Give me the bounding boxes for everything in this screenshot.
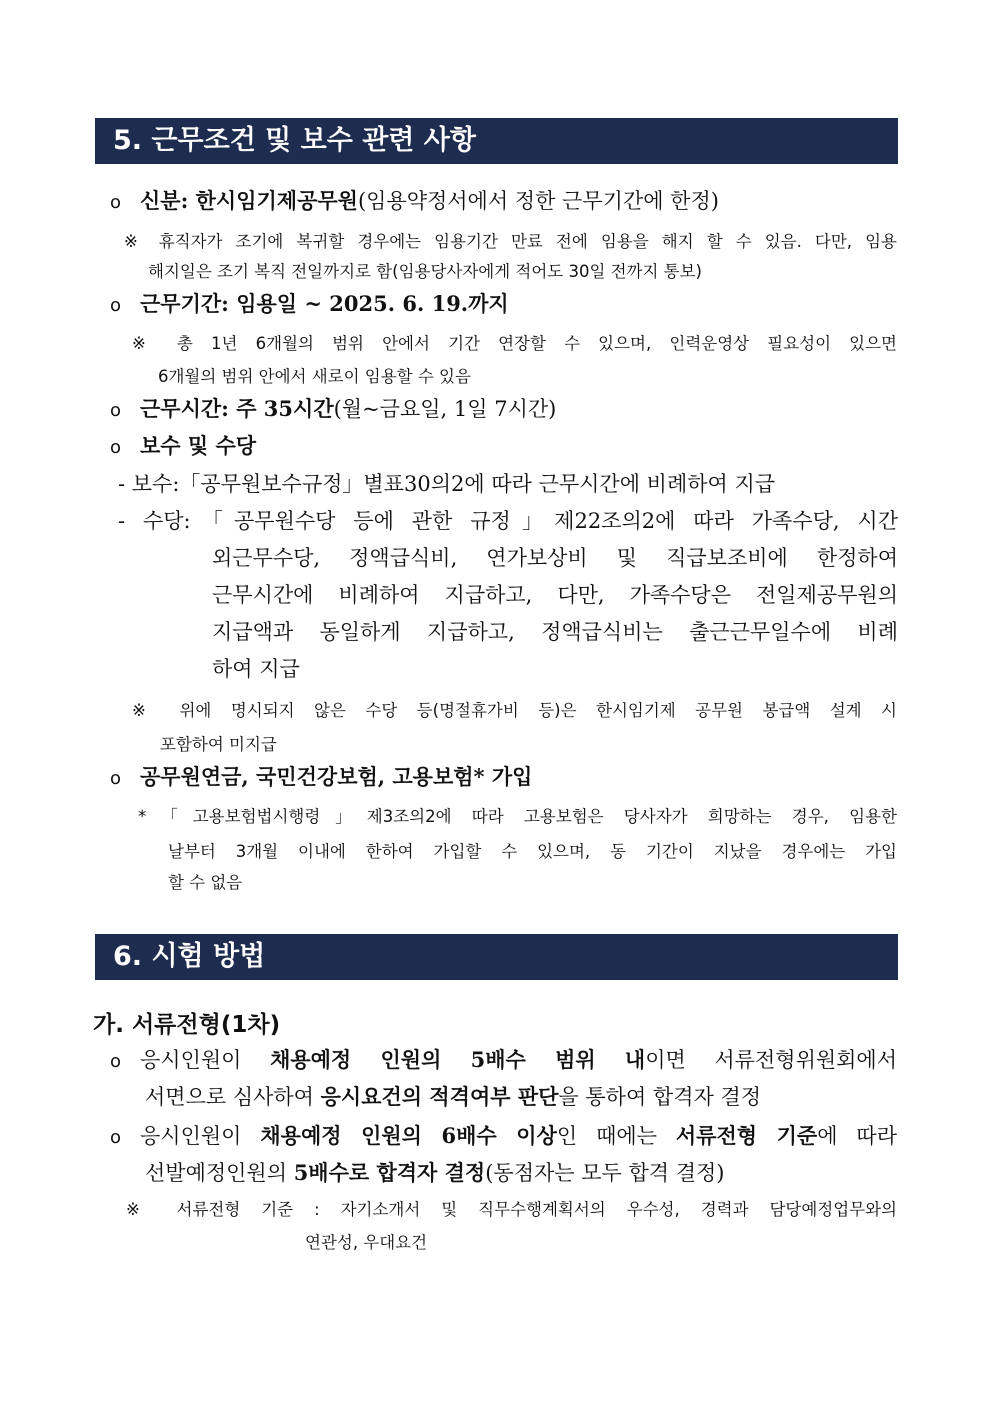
section-5-header — [95, 118, 898, 164]
bullet-hours — [110, 393, 556, 423]
text: 인 때에는 — [556, 1124, 676, 1148]
emphasis: 채용예정 인원의 5배수 범위 내 — [270, 1047, 646, 1072]
emphasis: 서류전형 기준 — [675, 1123, 818, 1148]
bullet-pay — [110, 430, 256, 460]
note-2-line-1: ※ 총 1년 6개월의 범위 안에서 기간 연장할 수 있으며, 인력운영상 필요성이 있으면 — [132, 334, 897, 353]
section-5-title: 5. 근무조건 및 보수 관련 사항 — [113, 125, 476, 156]
pay-allowance-line-3: 근무시간에 비례하여 지급하고, 다만, 가족수당은 전일제공무원의 — [212, 583, 898, 607]
bullet-mark: o — [110, 192, 122, 213]
bullet-mark: o — [110, 1127, 122, 1148]
section-6-header — [95, 934, 898, 980]
pay-allowance-line-1: - 수당:「공무원수당 등에 관한 규정」제22조의2에 따라 가족수당, 시간 — [118, 509, 898, 533]
note-5-line-1: ※ 서류전형 기준 : 자기소개서 및 직무수행계획서의 우수성, 경력과 담당예정업무와의 — [126, 1200, 897, 1219]
status-detail: (임용약정서에서 정한 근무기간에 한정) — [357, 189, 719, 213]
note-5-line-2: 연관성, 우대요건 — [305, 1233, 428, 1252]
screening-rule-1-line-2 — [145, 1081, 761, 1111]
hours-detail: (월~금요일, 1일 7시간) — [333, 397, 557, 421]
note-1-line-1: ※ 휴직자가 조기에 복귀할 경우에는 임용기간 만료 전에 임용을 해지 할 수 있음. 다만, 임용 — [124, 232, 897, 251]
hours-label: 근무시간: 주 35시간 — [140, 396, 334, 421]
bullet-period — [110, 288, 509, 318]
text: 에 따라 — [817, 1124, 897, 1148]
note-4-line-1: *「고용보험법시행령」제3조의2에 따라 고용보험은 당사자가 희망하는 경우, 임용한 — [138, 807, 897, 826]
bullet-mark: o — [110, 400, 122, 421]
subsection-document-screening: 가. 서류전형(1차) — [93, 1012, 281, 1038]
status-label: 신분: 한시임기제공무원 — [140, 188, 358, 213]
screening-rule-2-line-2 — [145, 1157, 725, 1187]
note-3-line-1: ※ 위에 명시되지 않은 수당 등(명절휴가비 등)은 한시임기제 공무원 봉급액 설계 시 — [132, 701, 897, 720]
pay-salary: - 보수:「공무원보수규정」별표30의2에 따라 근무시간에 비례하여 지급 — [118, 472, 776, 496]
text: 응시인원이 — [140, 1124, 261, 1148]
screening-rule-1-line-1 — [110, 1044, 897, 1074]
bullet-mark: o — [110, 768, 122, 789]
note-2-line-2: 6개월의 범위 안에서 새로이 임용할 수 있음 — [158, 367, 471, 386]
text: (동점자는 모두 합격 결정) — [485, 1161, 725, 1185]
screening-rule-2-line-1 — [110, 1120, 897, 1150]
text: 선발예정인원의 — [145, 1161, 294, 1185]
bullet-mark: o — [110, 1051, 122, 1072]
bullet-status — [110, 185, 719, 215]
note-3-line-2: 포함하여 미지급 — [160, 735, 277, 754]
pay-allowance-line-5: 하여 지급 — [212, 657, 300, 681]
text: 을 통하여 합격자 결정 — [558, 1085, 762, 1109]
insurance-label: 공무원연금, 국민건강보험, 고용보험* 가입 — [140, 764, 533, 789]
text: 응시인원이 — [140, 1048, 271, 1072]
note-1-line-2: 해지일은 조기 복직 전일까지로 함(임용당사자에게 적어도 30일 전까지 통보) — [148, 262, 702, 281]
period-label: 근무기간: 임용일 ~ 2025. 6. 19.까지 — [140, 291, 509, 316]
bullet-mark: o — [110, 295, 122, 316]
bullet-insurance — [110, 761, 532, 791]
pay-allowance-line-2: 외근무수당, 정액급식비, 연가보상비 및 직급보조비에 한정하여 — [212, 546, 898, 570]
pay-allowance-line-4: 지급액과 동일하게 지급하고, 정액급식비는 출근근무일수에 비례 — [212, 620, 898, 644]
emphasis: 5배수로 합격자 결정 — [293, 1160, 486, 1185]
emphasis: 응시요건의 적격여부 판단 — [320, 1084, 559, 1109]
bullet-mark: o — [110, 437, 122, 458]
section-6-title: 6. 시험 방법 — [113, 941, 266, 972]
pay-label: 보수 및 수당 — [140, 433, 257, 458]
text: 이면 서류전형위원회에서 — [645, 1048, 898, 1072]
note-4-line-2: 날부터 3개월 이내에 한하여 가입할 수 있으며, 동 기간이 지났을 경우에는 가입 — [168, 842, 897, 861]
emphasis: 채용예정 인원의 6배수 이상 — [260, 1123, 557, 1148]
text: 서면으로 심사하여 — [145, 1085, 321, 1109]
note-4-line-3: 할 수 없음 — [168, 873, 243, 892]
